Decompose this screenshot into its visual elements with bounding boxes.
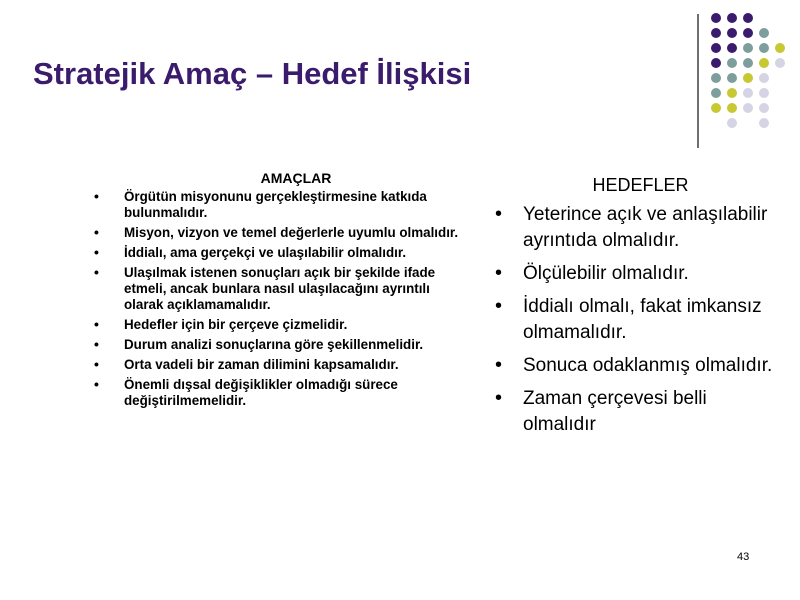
bullet-icon: • [94, 336, 99, 352]
bullet-icon: • [495, 203, 503, 225]
decorative-dot [711, 28, 721, 38]
goal-item: • Önemli dışsal değişiklikler olmadığı sürece değiştirilmemelidir. [94, 376, 398, 408]
targets-column [493, 175, 783, 445]
decorative-dot [743, 28, 753, 38]
goals-list [91, 189, 471, 409]
decorative-dot [759, 28, 769, 38]
dot-grid-decoration [0, 0, 800, 140]
bullet-icon: • [495, 295, 503, 317]
goal-item: • İddialı, ama gerçekçi ve ulaşılabilir olmalıdır. [94, 244, 407, 260]
decorative-dot [711, 43, 721, 53]
decorative-dot [711, 73, 721, 83]
goal-item: • Hedefler için bir çerçeve çizmelidir. [94, 316, 348, 332]
decorative-dot [743, 43, 753, 53]
decorative-dot [727, 103, 737, 113]
goal-item: • Örgütün misyonunu gerçekleştirmesine katkıda bulunmalıdır. [94, 188, 427, 220]
decorative-dot [743, 88, 753, 98]
decorative-dot [775, 43, 785, 53]
goal-item: • Durum analizi sonuçlarına göre şekillenmelidir. [94, 336, 424, 352]
decorative-dot [727, 118, 737, 128]
decorative-dot [759, 118, 769, 128]
targets-heading: HEDEFLER [592, 175, 689, 195]
decorative-dot [743, 13, 753, 23]
decorative-dot [775, 58, 785, 68]
bullet-icon: • [94, 376, 99, 392]
target-item: • Sonuca odaklanmış olmalıdır. [495, 354, 773, 376]
decorative-dot [727, 88, 737, 98]
decorative-dot [727, 13, 737, 23]
page-number: 43 [737, 551, 750, 563]
decorative-dot [711, 88, 721, 98]
decorative-dot [759, 103, 769, 113]
bullet-icon: • [94, 188, 99, 204]
bullet-icon: • [495, 354, 503, 376]
decorative-dot [759, 73, 769, 83]
target-item: • Zaman çerçevesi belli olmalıdır [495, 387, 707, 435]
targets-list [493, 202, 783, 438]
decorative-dot [727, 28, 737, 38]
decorative-dot [711, 13, 721, 23]
bullet-icon: • [94, 224, 99, 240]
bullet-icon: • [94, 264, 99, 280]
target-item: • İddialı olmalı, fakat imkansız olmamalıdır. [495, 295, 762, 343]
goal-item: • Orta vadeli bir zaman dilimini kapsamalıdır. [94, 356, 399, 372]
bullet-icon: • [495, 262, 503, 284]
target-item: • Yeterince açık ve anlaşılabilir ayrıntıda olmalıdır. [495, 203, 768, 251]
decorative-dot [743, 73, 753, 83]
decorative-dot [759, 43, 769, 53]
decorative-dot [727, 73, 737, 83]
decorative-dot [743, 58, 753, 68]
decorative-dot [759, 88, 769, 98]
bullet-icon: • [94, 244, 99, 260]
bullet-icon: • [94, 316, 99, 332]
decorative-dot [743, 103, 753, 113]
decorative-dot [727, 43, 737, 53]
decorative-dot [759, 58, 769, 68]
goals-heading: AMAÇLAR [260, 170, 332, 186]
decorative-dot [711, 103, 721, 113]
goals-column [91, 170, 471, 413]
bullet-icon: • [94, 356, 99, 372]
bullet-icon: • [495, 387, 503, 409]
slide-title: Stratejik Amaç – Hedef İlişkisi [33, 56, 472, 91]
decorative-dot [727, 58, 737, 68]
goal-item: • Misyon, vizyon ve temel değerlerle uyumlu olmalıdır. [94, 224, 459, 240]
target-item: • Ölçülebilir olmalıdır. [495, 262, 689, 284]
decorative-dot [711, 58, 721, 68]
goal-item: • Ulaşılmak istenen sonuçları açık bir şekilde ifade etmeli, ancak bunlara nasıl ulaşılacağını ayrıntılı olarak açıklamamalıdır. [94, 264, 436, 312]
